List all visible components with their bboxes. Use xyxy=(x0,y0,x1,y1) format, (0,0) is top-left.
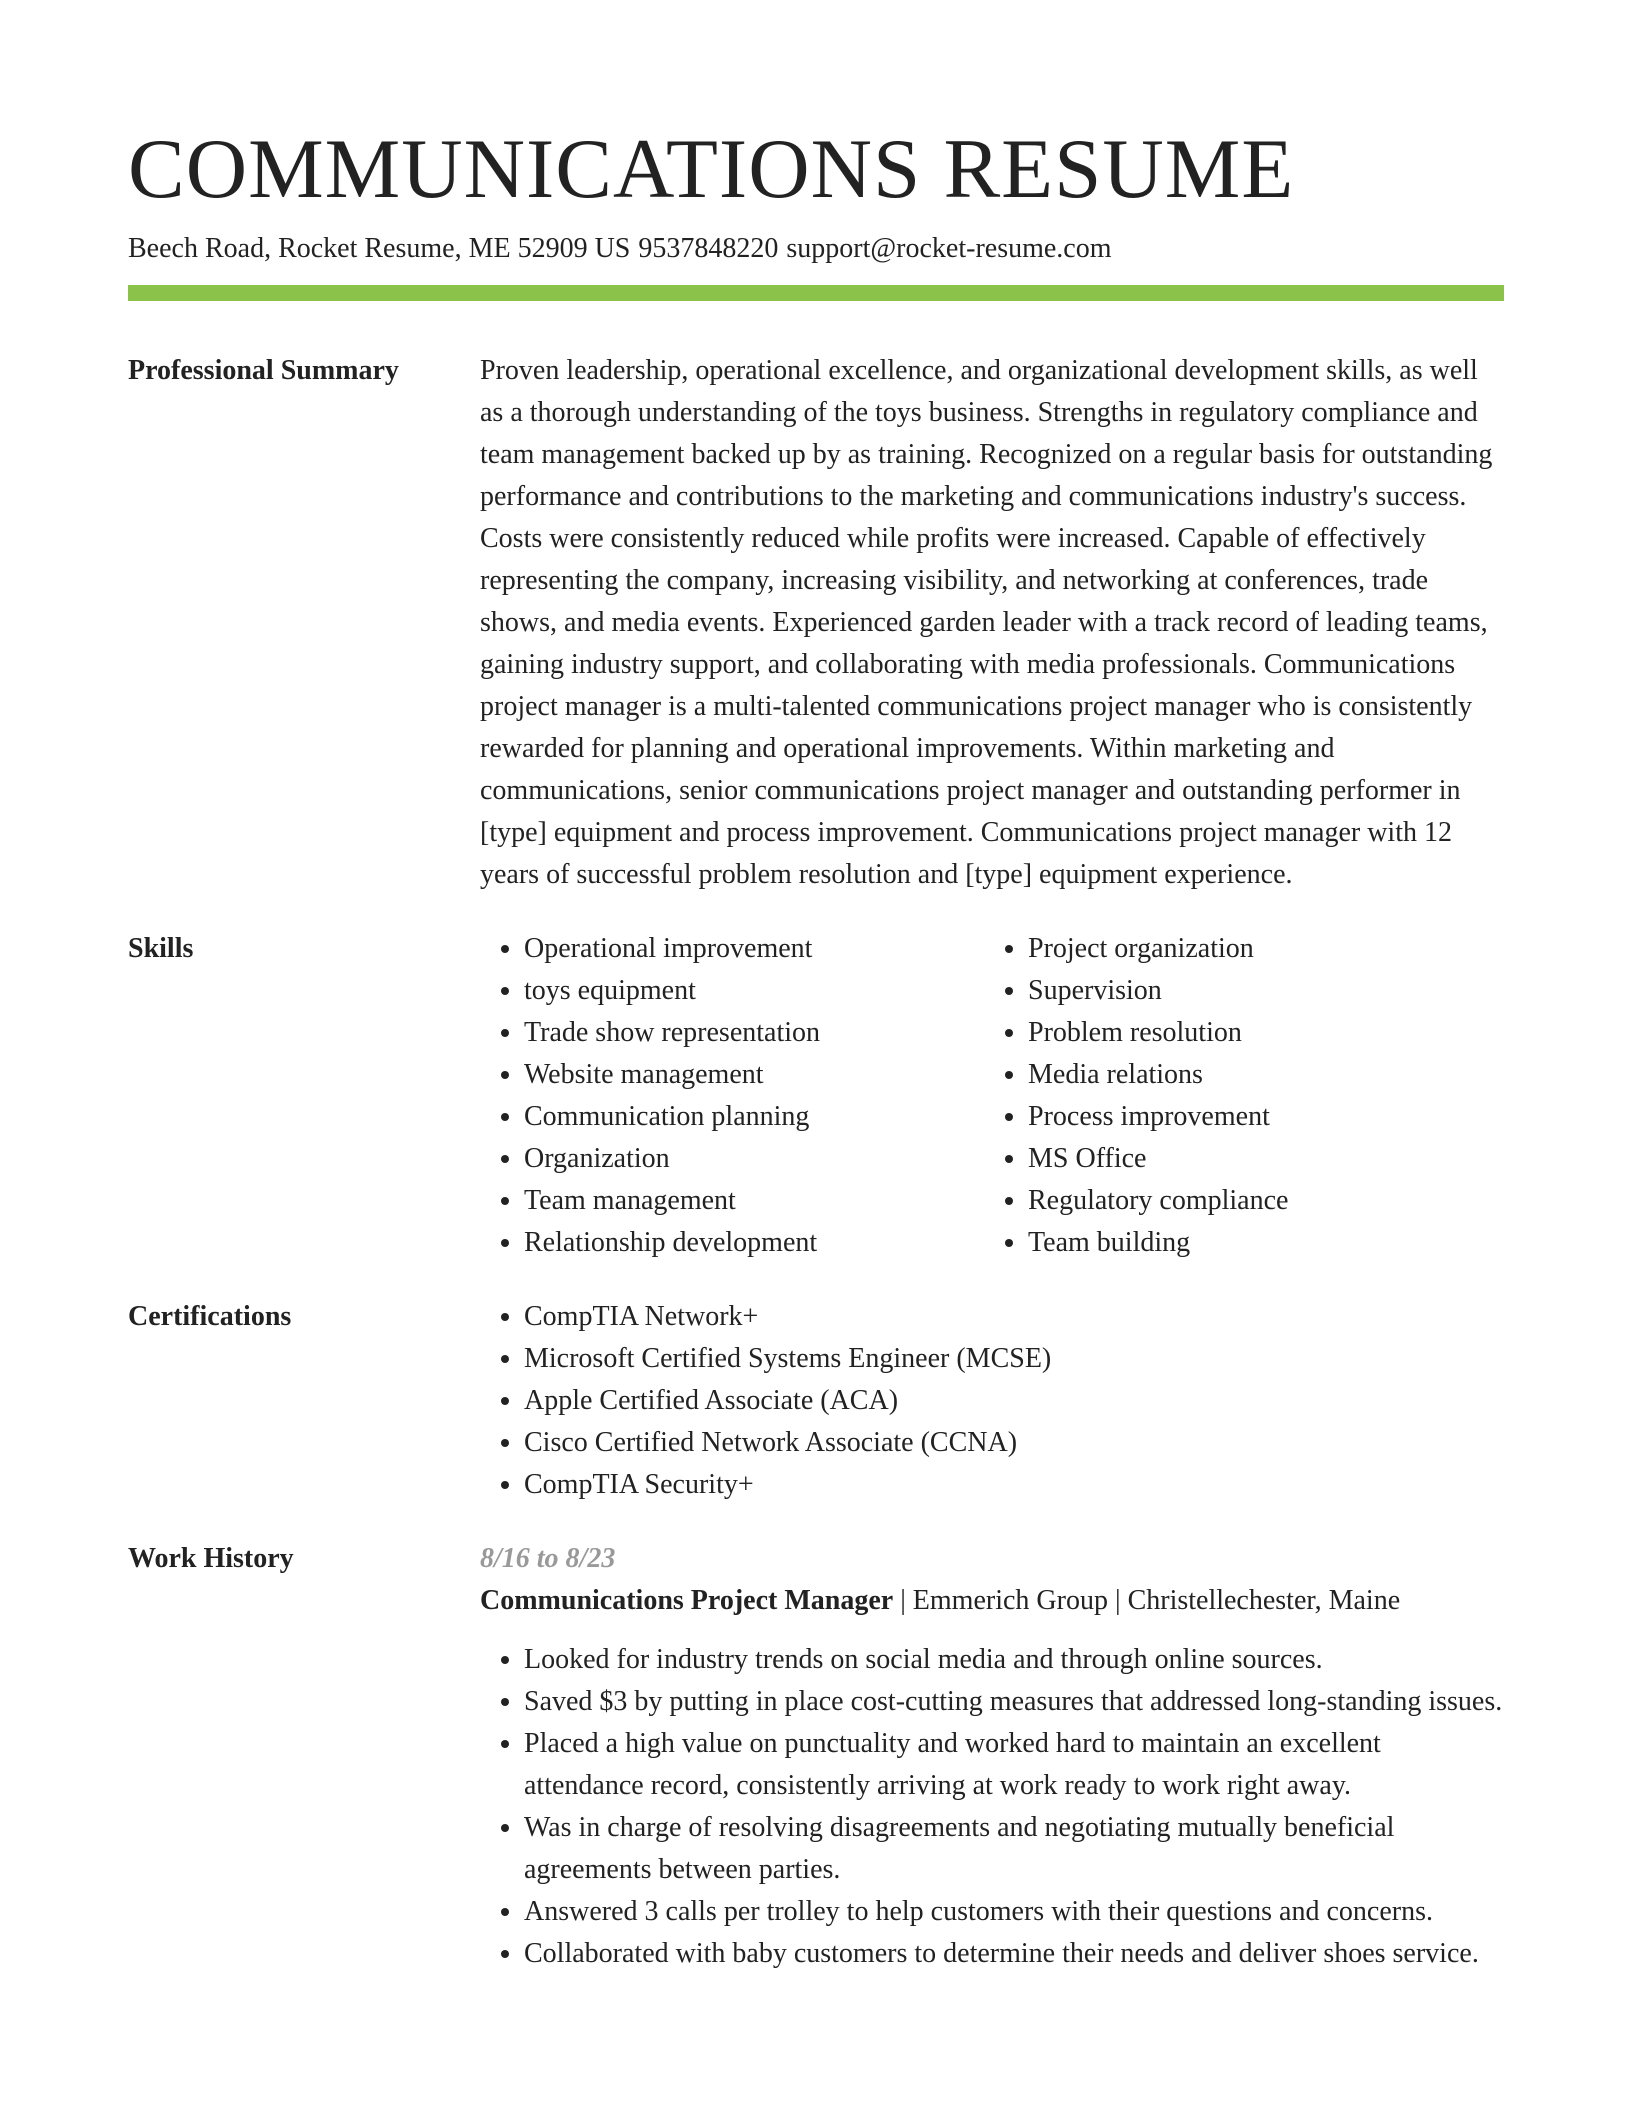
skill-item: • Team building xyxy=(1028,1222,1488,1264)
skill-item: • Problem resolution xyxy=(1028,1012,1488,1054)
certification-item: • CompTIA Network+ xyxy=(524,1296,1504,1338)
summary-text: Proven leadership, operational excellence, and organizational development skills, as well as a thorough understanding of the toys business. Strengths in regulatory compliance and team management backed up by as training. Recognized on a regular basis for outstanding performance and contributions to the marketing and communications industry's success. Costs were consistently reduced while profits were increased. Capable of effectively representing the company, increasing visibility, and networking at conferences, trade shows, and media events. Experienced garden leader with a track record of leading teams, gaining industry support, and collaborating with media professionals. Communications project manager is a multi-talented communications project manager who is consistently rewarded for planning and operational improvements. Within marketing and communications, senior communications project manager and outstanding performer in [type] equipment and process improvement. Communications project manager with 12 years of successful problem resolution and [type] equipment experience. xyxy=(480,355,1493,890)
skill-item: • Relationship development xyxy=(524,1222,984,1264)
summary-section xyxy=(128,350,1504,896)
job-bullet: • Collaborated with baby customers to determine their needs and deliver shoes service. xyxy=(524,1933,1504,1975)
contact-line xyxy=(128,230,1112,268)
skills-list-left xyxy=(480,928,984,1264)
skill-item: • Regulatory compliance xyxy=(1028,1180,1488,1222)
skill-item: • Organization xyxy=(524,1138,984,1180)
skills-column-right xyxy=(984,928,1488,1264)
job-details: | Emmerich Group | Christellechester, Maine xyxy=(893,1585,1401,1616)
contact-address: Beech Road, Rocket Resume, ME 52909 US xyxy=(128,233,631,264)
job-bullet: • Looked for industry trends on social media and through online sources. xyxy=(524,1639,1504,1681)
skill-item: • toys equipment xyxy=(524,970,984,1012)
header-divider xyxy=(128,285,1504,301)
section-label: Skills xyxy=(128,933,194,964)
contact-phone: 9537848220 xyxy=(638,233,779,264)
job-heading xyxy=(480,1580,1504,1622)
section-body xyxy=(480,1296,1504,1506)
job-title: Communications Project Manager xyxy=(480,1585,894,1616)
section-body xyxy=(480,1538,1504,1975)
skill-item: • Supervision xyxy=(1028,970,1488,1012)
skills-list-right xyxy=(984,928,1488,1264)
skills-column-left xyxy=(480,928,984,1264)
job-bullet: • Saved $3 by putting in place cost-cutting measures that addressed long-standing issues. xyxy=(524,1681,1504,1723)
skills-section xyxy=(128,928,1504,1264)
job-bullet: • Answered 3 calls per trolley to help customers with their questions and concerns. xyxy=(524,1891,1504,1933)
contact-email: support@rocket-resume.com xyxy=(786,233,1112,264)
resume-content xyxy=(128,350,1504,2007)
certification-item: • CompTIA Security+ xyxy=(524,1464,1504,1506)
job-dates: 8/16 to 8/23 xyxy=(480,1543,616,1574)
skill-item: • Trade show representation xyxy=(524,1012,984,1054)
skills-columns xyxy=(480,928,1504,1264)
section-label: Certifications xyxy=(128,1301,292,1332)
resume-title: COMMUNICATIONS RESUME xyxy=(128,122,1295,216)
certification-item: • Cisco Certified Network Associate (CCNA) xyxy=(524,1422,1504,1464)
skill-item: • Media relations xyxy=(1028,1054,1488,1096)
section-label: Work History xyxy=(128,1543,294,1574)
job-bullets xyxy=(480,1639,1504,1975)
skill-item: • MS Office xyxy=(1028,1138,1488,1180)
work-history-section xyxy=(128,1538,1504,1975)
certifications-list xyxy=(480,1296,1504,1506)
skill-item: • Website management xyxy=(524,1054,984,1096)
certification-item: • Apple Certified Associate (ACA) xyxy=(524,1380,1504,1422)
certifications-section xyxy=(128,1296,1504,1506)
job-bullet: • Was in charge of resolving disagreements and negotiating mutually beneficial agreements between parties. xyxy=(524,1807,1504,1891)
section-body xyxy=(480,350,1504,896)
job-bullet: • Placed a high value on punctuality and worked hard to maintain an excellent attendance record, consistently arriving at work ready to work right away. xyxy=(524,1723,1504,1807)
skill-item: • Team management xyxy=(524,1180,984,1222)
skill-item: • Operational improvement xyxy=(524,928,984,970)
job-entry xyxy=(480,1538,1504,1975)
skill-item: • Communication planning xyxy=(524,1096,984,1138)
section-label: Professional Summary xyxy=(128,355,399,386)
certification-item: • Microsoft Certified Systems Engineer (MCSE) xyxy=(524,1338,1504,1380)
skill-item: • Process improvement xyxy=(1028,1096,1488,1138)
skill-item: • Project organization xyxy=(1028,928,1488,970)
